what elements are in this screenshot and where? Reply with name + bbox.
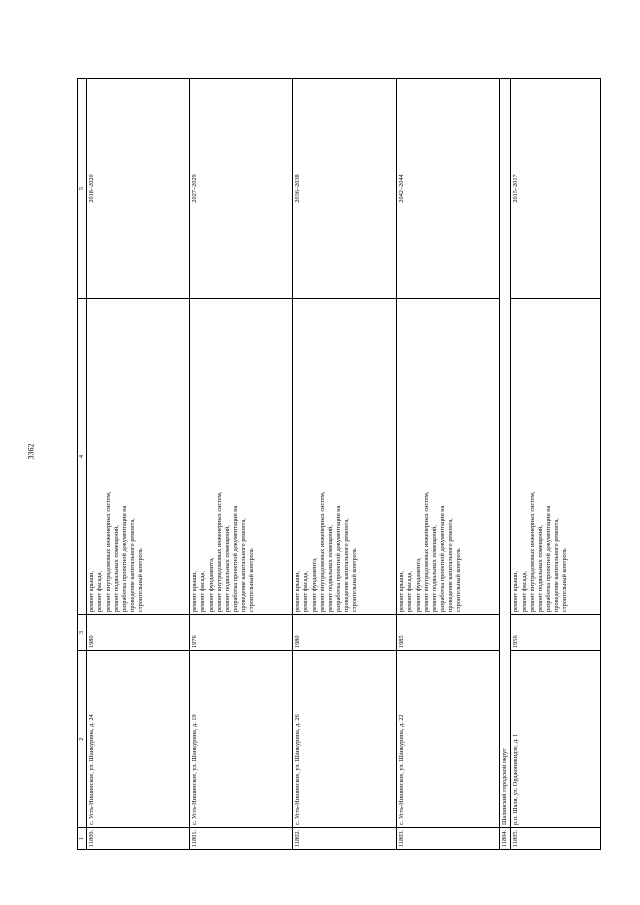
row-works: ремонт крыши, ремонт фасада, ремонт фундамента, ремонт внутридомовых инженерных систем, ремонт подвальных помещений, разработка проектной документации на проведение капитального ремонта, строительный контроль — [397, 299, 500, 615]
row-works: ремонт крыши, ремонт фасада, ремонт внутридомовых инженерных систем, ремонт подвальных помещений, разработка проектной документации на проведение капитального ремонта, строительный контроль — [511, 299, 601, 615]
row-year: 1985 — [397, 615, 500, 651]
row-address: с. Усть-Нишинское, ул. Шанкурина, д. 19 — [190, 651, 293, 828]
row-id: 11801. — [190, 828, 293, 850]
header-cell-1: 1 — [78, 828, 87, 850]
header-cell-2: 2 — [78, 651, 87, 828]
header-cell-4: 4 — [78, 299, 87, 615]
row-address: с. Усть-Нишинское, ул. Шанкурина, д. 22 — [397, 651, 500, 828]
row-period: 2042–2044 — [397, 79, 500, 299]
row-period: 2036–2038 — [293, 79, 397, 299]
table-row — [293, 79, 397, 850]
section-id: 11804. — [500, 828, 511, 850]
repair-schedule-table — [77, 78, 601, 850]
section-row — [500, 79, 511, 850]
row-address: р.п. Шаля, ул. Орджоникидзе, д. 1 — [511, 651, 601, 828]
table-row — [87, 79, 190, 850]
row-address: с. Усть-Нишинское, ул. Шанкурина, д. 26 — [293, 651, 397, 828]
row-works: ремонт крыши, ремонт фасада, ремонт внутридомовых инженерных систем, ремонт подвальных помещений, разработка проектной документации на проведение капитального ремонта, строительный контроль — [87, 299, 190, 615]
row-year: 1980 — [293, 615, 397, 651]
header-cell-3: 3 — [78, 615, 87, 651]
table-row — [511, 79, 601, 850]
table-row — [190, 79, 293, 850]
rotated-table-container — [77, 79, 605, 850]
row-period: 2027–2029 — [190, 79, 293, 299]
header-row — [78, 79, 87, 850]
table-row — [397, 79, 500, 850]
row-id: 11805. — [511, 828, 601, 850]
row-year: 1980 — [87, 615, 190, 651]
row-year: 1976 — [190, 615, 293, 651]
row-works: ремонт крыши, ремонт фасада, ремонт фундамента, ремонт внутридомовых инженерных систем, ремонт подвальных помещений, разработка проектной документации на проведение капитального ремонта, строительный контроль — [293, 299, 397, 615]
row-id: 11802. — [293, 828, 397, 850]
page-number: 3362 — [26, 443, 36, 460]
header-cell-5: 5 — [78, 79, 87, 299]
row-year: 1956 — [511, 615, 601, 651]
row-works: ремонт крыши, ремонт фасада, ремонт фундамента, ремонт внутридомовых инженерных систем, ремонт подвальных помещений, разработка проектной документации на проведение капитального ремонта, строительный контроль — [190, 299, 293, 615]
row-period: 2015–2017 — [511, 79, 601, 299]
row-id: 11803. — [397, 828, 500, 850]
row-address: с. Усть-Нишинское, ул. Шанкурина, д. 24 — [87, 651, 190, 828]
row-id: 11800. — [87, 828, 190, 850]
section-title: Шалинский городской округ — [500, 79, 511, 828]
row-period: 2018–2020 — [87, 79, 190, 299]
